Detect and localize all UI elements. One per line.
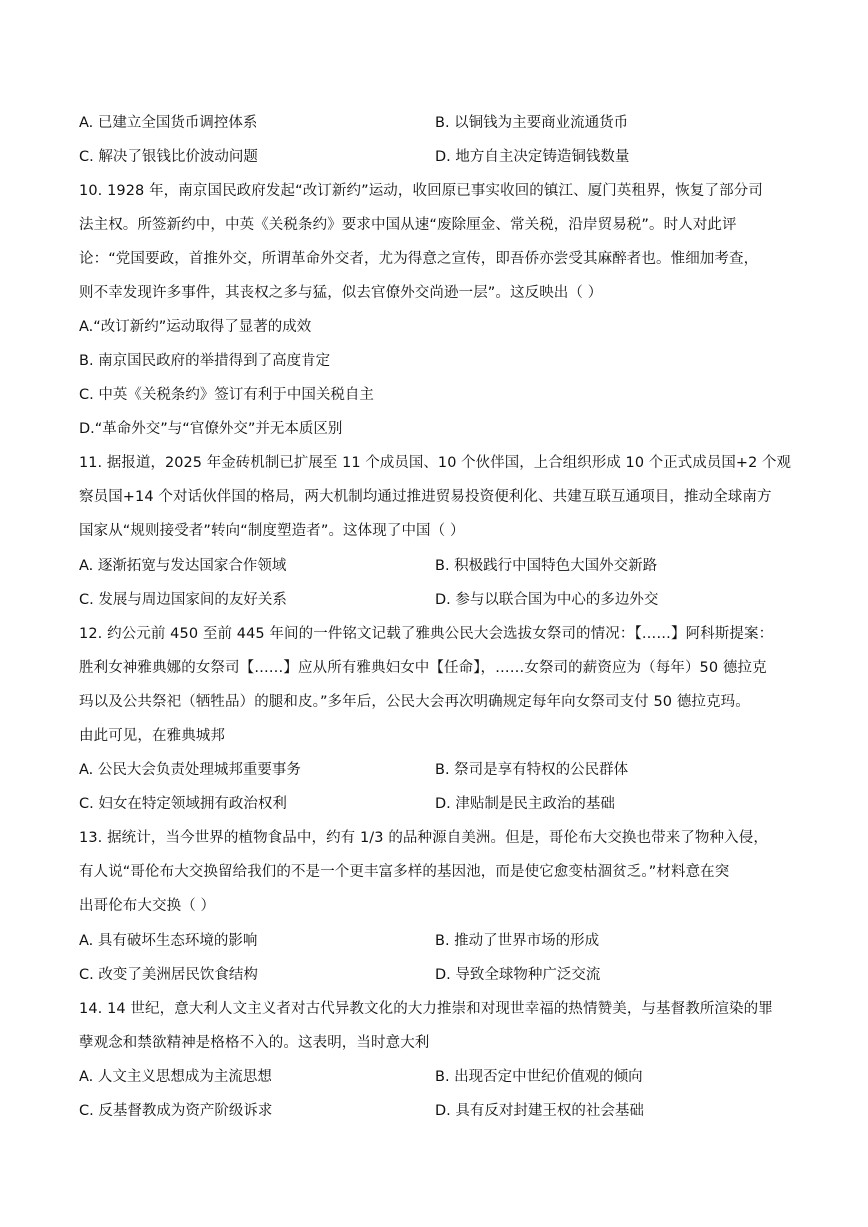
q13-option-a: A. 具有破坏生态环境的影响 xyxy=(79,933,258,949)
q12-option-c: C. 妇女在特定领域拥有政治权利 xyxy=(79,796,287,812)
q14-option-c: C. 反基督教成为资产阶级诉求 xyxy=(79,1103,273,1119)
q10-stem-line-3: 论：“党国要政，首推外交，所谓革命外交者，尤为得意之宣传，即吾侨亦尝受其麻醉者也。惟细加考查， xyxy=(79,251,759,267)
q13-stem-line-1: 13. 据统计，当今世界的植物食品中，约有 1/3 的品种源自美洲。但是，哥伦布大交换也带来了物种入侵， xyxy=(79,830,768,846)
q11-option-b: B. 积极践行中国特色大国外交新路 xyxy=(435,558,658,574)
q11-stem-line-3: 国家从“规则接受者”转向“制度塑造者”。这体现了中国（ ） xyxy=(79,523,465,539)
q12-stem-line-1: 12. 约公元前 450 至前 445 年间的一件铭文记载了雅典公民大会选拔女祭司的情况：【……】阿科斯提案： xyxy=(79,626,774,642)
q10-stem-line-4: 则不幸发现许多事件，其丧权之多与猛，似去官僚外交尚逊一层”。这反映出（ ） xyxy=(79,285,603,301)
q13-options-row-2 xyxy=(0,963,868,987)
q9-option-d: D. 地方自主决定铸造铜钱数量 xyxy=(435,149,630,165)
q14-stem-line-2: 孽观念和禁欲精神是格格不入的。这表明，当时意大利 xyxy=(79,1035,430,1051)
q10-option-d: D.“革命外交”与“官僚外交”并无本质区别 xyxy=(79,421,343,437)
q13-option-c: C. 改变了美洲居民饮食结构 xyxy=(79,967,258,983)
q12-stem-line-4: 由此可见，在雅典城邦 xyxy=(79,728,225,744)
q11-option-a: A. 逐渐拓宽与发达国家合作领域 xyxy=(79,558,287,574)
q10-stem-line-1: 10. 1928 年，南京国民政府发起“改订新约”运动，收回原已事实收回的镇江、厦门英租界，恢复了部分司 xyxy=(79,183,763,199)
q11-options-row-2 xyxy=(0,588,868,612)
q14-option-d: D. 具有反对封建王权的社会基础 xyxy=(435,1103,644,1119)
q14-stem-line-1: 14. 14 世纪，意大利人文主义者对古代异教文化的大力推崇和对现世幸福的热情赞美，与基督教所渲染的罪 xyxy=(79,1001,773,1017)
q13-option-d: D. 导致全球物种广泛交流 xyxy=(435,967,601,983)
q9-options-row-2 xyxy=(0,145,868,169)
q10-option-c: C. 中英《关税条约》签订有利于中国关税自主 xyxy=(79,387,374,403)
q12-option-b: B. 祭司是享有特权的公民群体 xyxy=(435,762,629,778)
q9-option-b: B. 以铜钱为主要商业流通货币 xyxy=(435,115,629,131)
q10-stem-line-2: 法主权。所签新约中，中英《关税条约》要求中国从速“废除厘金、常关税，沿岸贸易税”。时人对此评 xyxy=(79,217,737,233)
q12-option-d: D. 津贴制是民主政治的基础 xyxy=(435,796,615,812)
q13-stem-line-3: 出哥伦布大交换（ ） xyxy=(79,898,216,914)
q11-options-row-1 xyxy=(0,554,868,578)
q11-option-d: D. 参与以联合国为中心的多边外交 xyxy=(435,592,659,608)
q11-stem-line-1: 11. 据报道，2025 年金砖机制已扩展至 11 个成员国、10 个伙伴国，上合组织形成 10 个正式成员国+2 个观 xyxy=(79,455,792,471)
q9-options-row-1 xyxy=(0,111,868,135)
q9-option-a: A. 已建立全国货币调控体系 xyxy=(79,115,258,131)
q14-options-row-2 xyxy=(0,1099,868,1123)
q14-options-row-1 xyxy=(0,1065,868,1089)
q11-stem-line-2: 察员国+14 个对话伙伴国的格局，两大机制均通过推进贸易投资便利化、共建互联互通项目，推动全球南方 xyxy=(79,489,772,505)
q12-options-row-2 xyxy=(0,792,868,816)
q12-stem-line-2: 胜利女神雅典娜的女祭司【……】应从所有雅典妇女中【任命】，……女祭司的薪资应为（每年）50 德拉克 xyxy=(79,660,767,676)
q10-option-a: A.“改订新约”运动取得了显著的成效 xyxy=(79,319,312,335)
q13-option-b: B. 推动了世界市场的形成 xyxy=(435,933,600,949)
q12-option-a: A. 公民大会负责处理城邦重要事务 xyxy=(79,762,301,778)
q13-options-row-1 xyxy=(0,929,868,953)
q14-option-b: B. 出现否定中世纪价值观的倾向 xyxy=(435,1069,643,1085)
q13-stem-line-2: 有人说“哥伦布大交换留给我们的不是一个更丰富多样的基因池，而是使它愈变枯涸贫乏。”材料意在突 xyxy=(79,864,730,880)
q10-option-b: B. 南京国民政府的举措得到了高度肯定 xyxy=(79,353,331,369)
q11-option-c: C. 发展与周边国家间的友好关系 xyxy=(79,592,287,608)
q9-option-c: C. 解决了银钱比价波动问题 xyxy=(79,149,258,165)
q12-stem-line-3: 玛以及公共祭祀（牺牲品）的腿和皮。”多年后，公民大会再次明确规定每年向女祭司支付 50 德拉克玛。 xyxy=(79,694,750,710)
q12-options-row-1 xyxy=(0,758,868,782)
q14-option-a: A. 人文主义思想成为主流思想 xyxy=(79,1069,272,1085)
